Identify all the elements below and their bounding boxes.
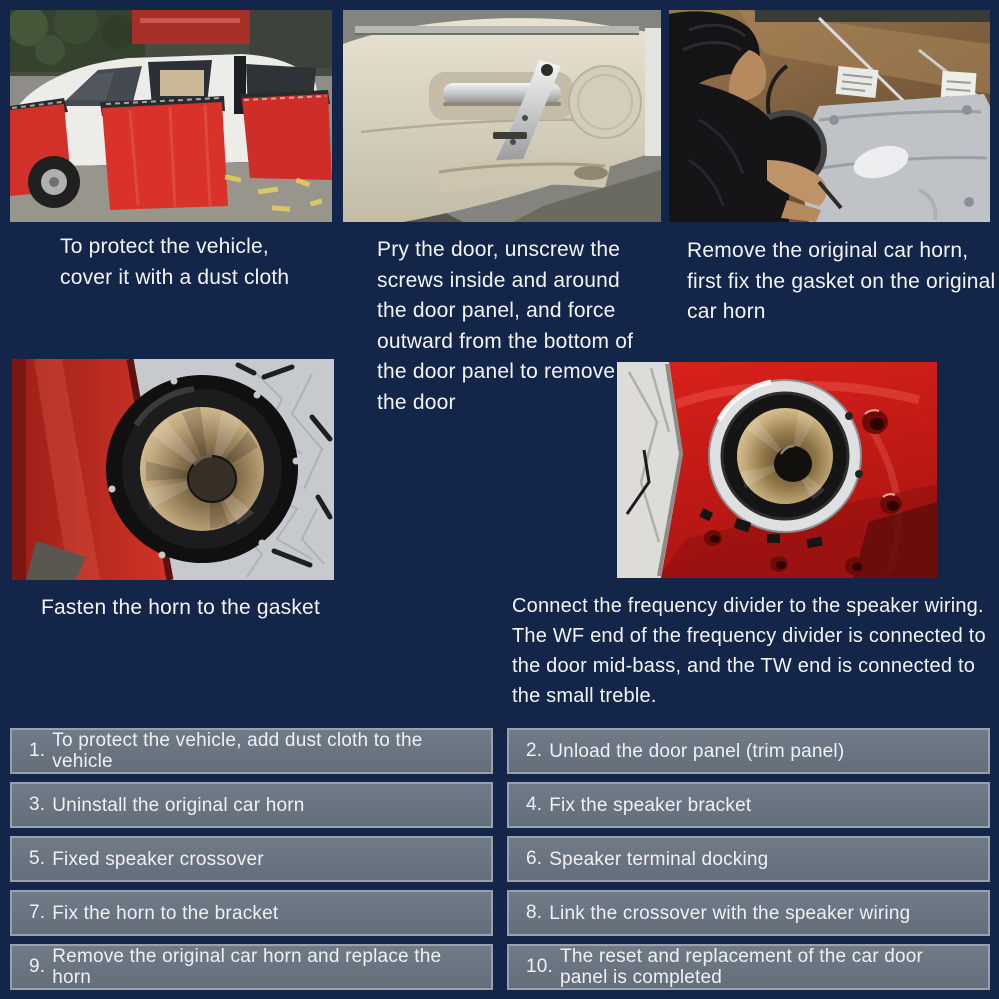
step-number: 8.: [526, 902, 543, 923]
step-number: 6.: [526, 848, 543, 869]
step-number: 4.: [526, 794, 543, 815]
photo-door-panel: [343, 10, 661, 222]
caption-line: Connect the frequency divider to the speaker wiring.: [512, 595, 984, 617]
step-number: 2.: [526, 740, 543, 761]
step-text: Remove the original car horn and replace the horn: [52, 946, 442, 988]
caption-line: cover it with a dust cloth: [60, 265, 290, 289]
step-number: 1.: [29, 740, 46, 761]
caption-line: the door panel to remove: [377, 360, 616, 383]
step-text: Unload the door panel (trim panel): [549, 740, 845, 762]
caption-fasten-horn: [41, 593, 320, 624]
step-text: Speaker terminal docking: [549, 848, 769, 870]
step-text: Fix the horn to the bracket: [52, 902, 279, 924]
speaker-grille: [569, 66, 641, 138]
speaker: [106, 375, 300, 563]
photo-connect-divider: [617, 362, 937, 578]
step-item-9: [10, 944, 493, 990]
steps-column-left: [10, 728, 493, 990]
photo-remove-horn-image: [669, 10, 990, 222]
caption-line: To protect the vehicle,: [60, 235, 269, 258]
step-text: To protect the vehicle, add dust cloth to the vehicle: [52, 730, 423, 772]
step-item-7: [10, 890, 493, 936]
step-item-1: [10, 728, 493, 774]
step-number: 3.: [29, 794, 46, 815]
step-number: 10.: [526, 956, 554, 977]
step-item-6: [507, 836, 990, 882]
photo-remove-horn: [669, 10, 990, 222]
steps-column-right: [507, 728, 990, 990]
step-item-4: [507, 782, 990, 828]
caption-line: first fix the gasket on the original: [687, 269, 996, 293]
step-number: 7.: [29, 902, 46, 923]
step-item-10: [507, 944, 990, 990]
step-item-2: [507, 728, 990, 774]
caption-line: car horn: [687, 300, 766, 323]
step-item-8: [507, 890, 990, 936]
caption-pry-door: [377, 235, 633, 418]
caption-line: the door mid-bass, and the TW end is connected to: [512, 655, 976, 677]
step-number: 9.: [29, 956, 46, 977]
photo-cover-vehicle: [10, 10, 332, 222]
caption-line: the door: [377, 390, 456, 414]
photo-fasten-horn-image: [12, 359, 334, 580]
photo-door-panel-image: [343, 10, 661, 222]
step-text: Link the crossover with the speaker wiring: [549, 902, 911, 924]
caption-line: screws inside and around: [377, 268, 620, 292]
step-text: Fixed speaker crossover: [52, 848, 264, 870]
caption-cover-vehicle: [60, 232, 289, 293]
red-banner: [132, 10, 250, 44]
step-text: Uninstall the original car horn: [52, 794, 305, 816]
caption-line: the door panel, and force: [377, 299, 616, 322]
caption-line: Fasten the horn to the gasket: [41, 596, 320, 619]
speaker: [709, 380, 863, 532]
caption-connect-divider: [512, 591, 986, 711]
caption-line: Remove the original car horn,: [687, 239, 969, 262]
photo-cover-vehicle-image: [10, 10, 332, 222]
dust-cap: [774, 446, 812, 482]
step-item-3: [10, 782, 493, 828]
caption-line: Pry the door, unscrew the: [377, 238, 621, 261]
photo-connect-divider-image: [617, 362, 937, 578]
step-text: Fix the speaker bracket: [549, 794, 752, 816]
step-text: The reset and replacement of the car door panel is completed: [560, 946, 924, 988]
caption-remove-horn: [687, 236, 995, 328]
front-wheel: [28, 156, 80, 208]
step-item-5: [10, 836, 493, 882]
step-number: 5.: [29, 848, 46, 869]
caption-line: outward from the bottom of: [377, 329, 634, 353]
photo-fasten-horn: [12, 359, 334, 580]
caption-line: The WF end of the frequency divider is connected to: [512, 625, 986, 647]
caption-line: the small treble.: [512, 685, 657, 707]
